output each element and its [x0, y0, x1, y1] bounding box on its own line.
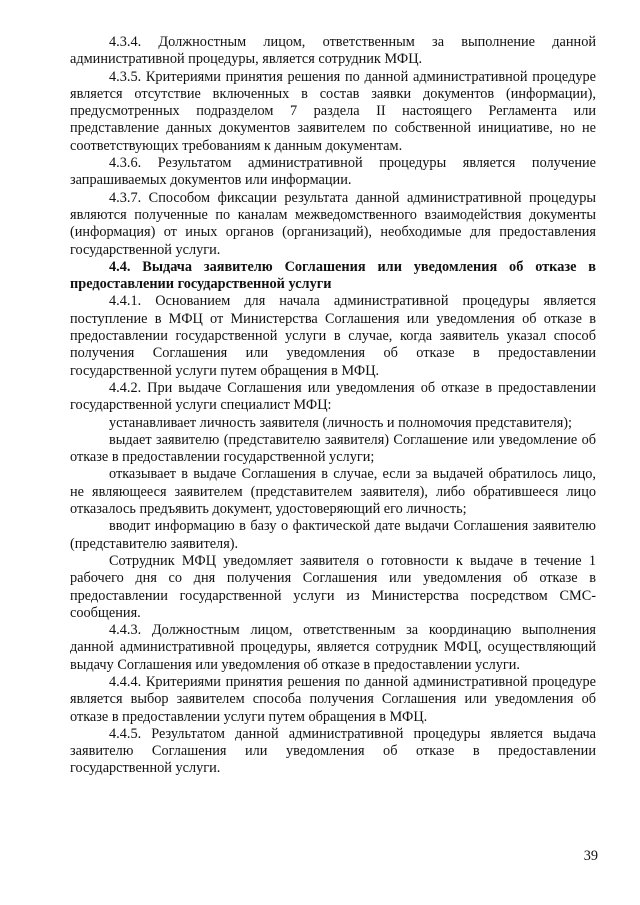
paragraph-4-3-7: 4.3.7. Способом фиксации результата данной административной процедуры являются полученные по каналам межведомственного взаимодействия документы (информация) от иных органов (организаций), необходимые для предоставления государственной услуги. — [70, 189, 596, 258]
list-item-identify: устанавливает личность заявителя (личность и полномочия представителя); — [109, 414, 573, 431]
paragraph-4-4-2: 4.4.2. При выдаче Соглашения или уведомления об отказе в предоставлении государственной услуги специалист МФЦ: — [70, 379, 596, 414]
paragraph-4-3-5: 4.3.5. Критериями принятия решения по данной административной процедуре является отсутствие включенных в состав заявки документов (информации), предусмотренных подразделом 7 раздела II настоящего Регламента или представление данных документов заявителем по собственной инициативе, но не соответствующих требованиям к данным документам. — [70, 68, 596, 154]
list-item-record-date: вводит информацию в базу о фактической дате выдачи Соглашения заявителю (представителю заявителя). — [70, 518, 596, 552]
list-item-refuse: отказывает в выдаче Соглашения в случае, если за выдачей обратилось лицо, не являющееся заявителем (представителем заявителя), либо обратившееся лицо отказалось предъявить документ, удостоверяющий его личность; — [70, 466, 596, 518]
paragraph-4-4-3: 4.4.3. Должностным лицом, ответственным за координацию выполнения данной административной процедуры, является сотрудник МФЦ, осуществляющий выдачу Соглашения или уведомления об отказе в предоставлении услуги. — [70, 622, 596, 673]
page-content — [70, 34, 596, 778]
paragraph-4-4-1: 4.4.1. Основанием для начала административной процедуры является поступление в МФЦ от Министерства Соглашения или уведомления об отказе в предоставлении государственной услуги в случае, когда заявитель указал способ получения Соглашения или уведомления об отказе в предоставлении государственной услуги путем обращения в МФЦ. — [70, 293, 596, 379]
list-item-issue: выдает заявителю (представителю заявителя) Соглашение или уведомление об отказе в предоставлении государственной услуги; — [70, 431, 596, 466]
paragraph-4-3-6: 4.3.6. Результатом административной процедуры является получение запрашиваемых документов или информации. — [70, 155, 596, 189]
paragraph-notification: Сотрудник МФЦ уведомляет заявителя о готовности к выдаче в течение 1 рабочего дня со дня получения Соглашения или уведомления об отказе в предоставлении государственной услуги из Министерства посредством СМС-сообщения. — [70, 552, 596, 621]
page-number: 39 — [583, 848, 598, 864]
paragraph-4-3-4: 4.3.4. Должностным лицом, ответственным за выполнение данной административной процедуры, является сотрудник МФЦ. — [70, 34, 596, 68]
paragraph-4-4-4: 4.4.4. Критериями принятия решения по данной административной процедуре является выбор заявителем способа получения Соглашения или уведомления об отказе в предоставлении услуги путем обращения в МФЦ. — [70, 673, 596, 725]
paragraph-4-4-5: 4.4.5. Результатом данной административной процедуры является выдача заявителю Соглашения или уведомления об отказе в предоставлении государственной услуги. — [70, 725, 596, 777]
section-heading-4-4: 4.4. Выдача заявителю Соглашения или уведомления об отказе в предоставлении государственной услуги — [70, 258, 596, 293]
